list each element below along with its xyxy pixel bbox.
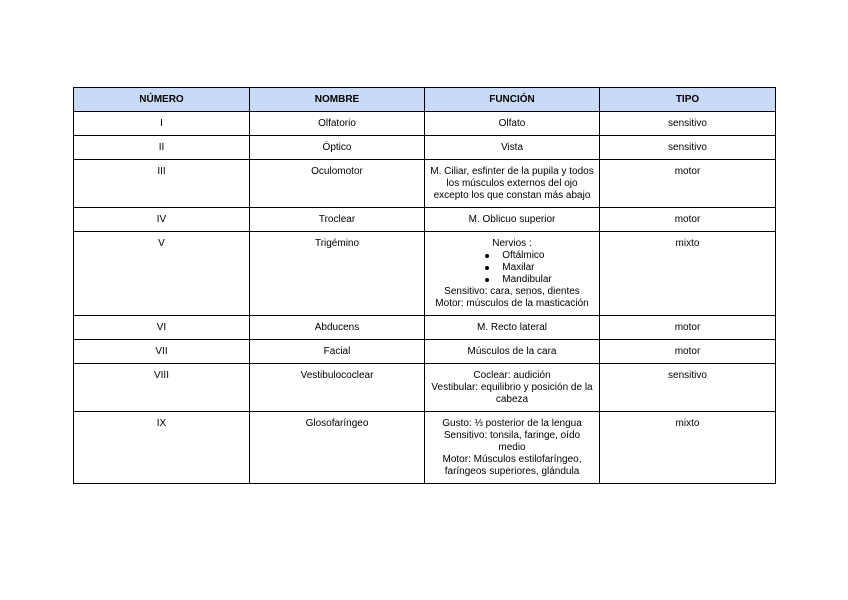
funcion-line: Coclear: audición: [473, 370, 551, 381]
cell-funcion: Músculos de la cara: [425, 340, 600, 364]
cell-numero: I: [74, 112, 250, 136]
cell-nombre: Abducens: [250, 316, 425, 340]
cell-tipo: sensitivo: [600, 136, 776, 160]
cell-nombre: Vestibulococlear: [250, 364, 425, 412]
cell-funcion: [425, 412, 600, 484]
cell-funcion: M. Ciliar, esfinter de la pupila y todos los músculos externos del ojo excepto los que constan más abajo: [425, 160, 600, 208]
cell-numero: VII: [74, 340, 250, 364]
cell-funcion: M. Oblicuo superior: [425, 208, 600, 232]
cell-nombre: Facial: [250, 340, 425, 364]
cell-nombre: Oculomotor: [250, 160, 425, 208]
table-header-row: [74, 88, 776, 112]
cell-funcion: Olfato: [425, 112, 600, 136]
funcion-motor: Motor: músculos de la masticación: [435, 298, 589, 309]
cell-tipo: mixto: [600, 412, 776, 484]
funcion-line: Sensitivo: tonsila, faringe, oído medio: [443, 430, 581, 453]
cell-tipo: motor: [600, 160, 776, 208]
cranial-nerves-table: [73, 87, 776, 484]
cell-nombre: Troclear: [250, 208, 425, 232]
cell-numero: VI: [74, 316, 250, 340]
cell-funcion: [425, 364, 600, 412]
list-item: Maxilar: [484, 262, 551, 274]
table-row: [74, 364, 776, 412]
table-row: [74, 340, 776, 364]
cell-tipo: motor: [600, 208, 776, 232]
cell-numero: IV: [74, 208, 250, 232]
list-item: Oftálmico: [484, 250, 551, 262]
table-row: [74, 208, 776, 232]
header-numero: NÚMERO: [74, 88, 250, 112]
cell-funcion: Vista: [425, 136, 600, 160]
nerve-branch-list: [472, 250, 551, 286]
table-row: [74, 112, 776, 136]
funcion-line: Gusto: ⅓ posterior de la lengua: [442, 418, 582, 429]
table-row: [74, 232, 776, 316]
header-nombre: NOMBRE: [250, 88, 425, 112]
table-row: [74, 316, 776, 340]
funcion-line: Vestibular: equilibrio y posición de la cabeza: [431, 382, 593, 405]
cell-numero: VIII: [74, 364, 250, 412]
table-row: [74, 412, 776, 484]
cell-tipo: motor: [600, 316, 776, 340]
funcion-intro: Nervios :: [492, 238, 532, 249]
funcion-sensitivo: Sensitivo: cara, senos, dientes: [444, 286, 580, 297]
cell-tipo: mixto: [600, 232, 776, 316]
cell-tipo: motor: [600, 340, 776, 364]
cell-nombre: Trigémino: [250, 232, 425, 316]
cell-numero: V: [74, 232, 250, 316]
cell-numero: III: [74, 160, 250, 208]
cell-numero: IX: [74, 412, 250, 484]
cell-tipo: sensitivo: [600, 112, 776, 136]
list-item: Mandibular: [484, 274, 551, 286]
cell-funcion: [425, 232, 600, 316]
cell-tipo: sensitivo: [600, 364, 776, 412]
cell-nombre: Óptico: [250, 136, 425, 160]
table-row: [74, 136, 776, 160]
header-funcion: FUNCIÓN: [425, 88, 600, 112]
cell-numero: II: [74, 136, 250, 160]
cell-nombre: Glosofaríngeo: [250, 412, 425, 484]
cell-funcion: M. Recto lateral: [425, 316, 600, 340]
cell-nombre: Olfatorio: [250, 112, 425, 136]
header-tipo: TIPO: [600, 88, 776, 112]
funcion-line: Motor: Músculos estilofaríngeo, faríngeos superiores, glándula: [442, 454, 582, 477]
table-row: [74, 160, 776, 208]
